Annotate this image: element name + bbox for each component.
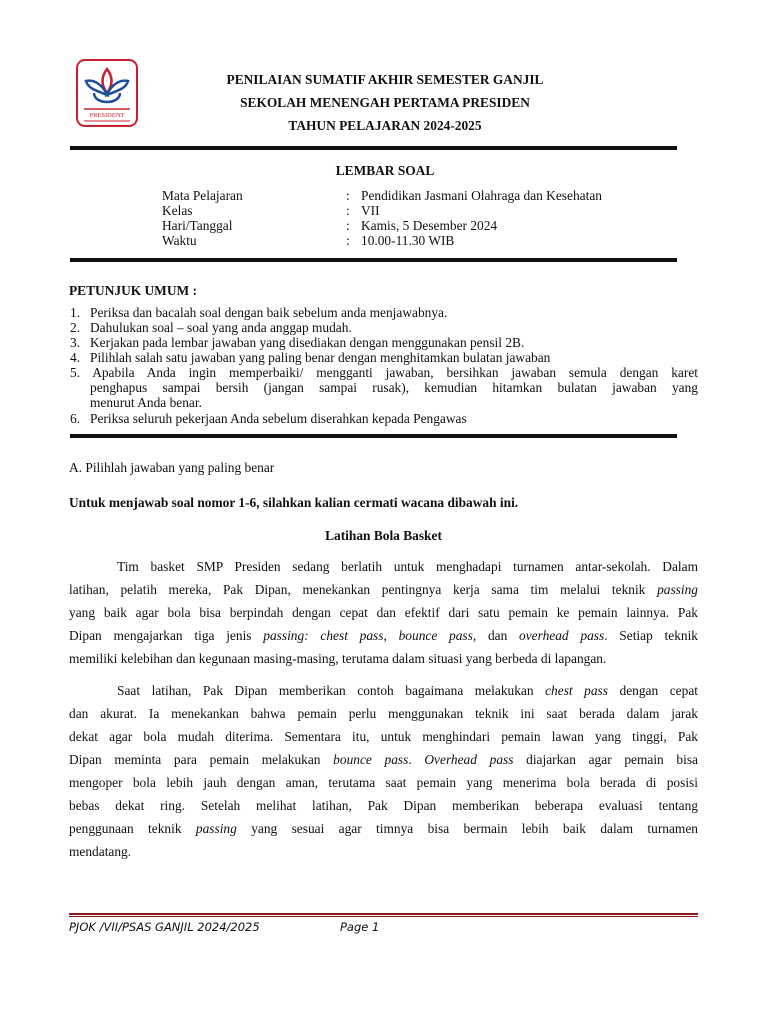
paragraph-line: dan akurat. Ia menekankan bahwa pemain perlu menggunakan teknik ini saat berada dalam jarak — [69, 706, 698, 721]
instruction-item-cont: menurut Anda benar. — [90, 395, 202, 410]
footer-page-number: Page 1 — [340, 920, 380, 934]
paragraph-line: yang baik agar bola bisa berpindah dengan cepat dan efektif dari satu pemain ke pemain lainnya. Pak — [69, 605, 698, 620]
school-logo — [76, 59, 138, 127]
info-row-class: Kelas : VII — [162, 203, 380, 218]
info-divider — [70, 258, 677, 262]
info-row-subject: Mata Pelajaran : Pendidikan Jasmani Olahraga dan Kesehatan — [162, 188, 602, 203]
header-line-2: SEKOLAH MENENGAH PERTAMA PRESIDEN — [240, 95, 530, 110]
paragraph-line: bebas dekat ring. Setelah melihat latihan, Pak Dipan memberikan beberapa evaluasi tentang — [69, 798, 698, 813]
header-divider — [70, 146, 677, 150]
paragraph-line: dekat agar bola mudah diterima. Sementara itu, untuk menghindari pemain lawan yang tinggi, Pak — [69, 729, 698, 744]
info-row-time: Waktu : 10.00-11.30 WIB — [162, 233, 455, 248]
paragraph-line: latihan, pelatih mereka, Pak Dipan, menekankan pentingnya kerja sama tim melalui teknik passing — [69, 582, 698, 597]
reading-instruction: Untuk menjawab soal nomor 1-6, silahkan kalian cermati wacana dibawah ini. — [69, 495, 519, 510]
paragraph-line: Tim basket SMP Presiden sedang berlatih untuk menghadapi turnamen antar-sekolah. Dalam — [117, 559, 698, 574]
footer-divider-thin — [69, 916, 698, 917]
instruction-item: 4. Pilihlah salah satu jawaban yang paling benar dengan menghitamkan bulatan jawaban — [70, 350, 551, 365]
svg-text:PRESIDENT: PRESIDENT — [89, 112, 125, 119]
paragraph-line: penggunaan teknik passing yang sesuai agar timnya bisa bermain lebih baik dalam turnamen — [69, 821, 698, 836]
instruction-item: 3. Kerjakan pada lembar jawaban yang disediakan dengan menggunakan pensil 2B. — [70, 335, 525, 350]
header-line-3: TAHUN PELAJARAN 2024-2025 — [288, 118, 482, 133]
info-row-date: Hari/Tanggal : Kamis, 5 Desember 2024 — [162, 218, 498, 233]
instructions-divider — [70, 434, 677, 438]
instructions-title: PETUNJUK UMUM : — [69, 283, 197, 298]
instruction-item: 5. Apabila Anda ingin memperbaiki/ mengganti jawaban, bersihkan jawaban semula dengan karet — [70, 365, 698, 380]
exam-info — [162, 188, 682, 250]
instruction-item: 2. Dahulukan soal – soal yang anda anggap mudah. — [70, 320, 352, 335]
paragraph-line: memiliki kelebihan dan kegunaan masing-masing, terutama dalam situasi yang berbeda di lapangan. — [69, 651, 607, 666]
paragraph-line: mengoper bola lebih jauh dengan aman, terutama saat pemain yang menerima bola berada di posisi — [69, 775, 698, 790]
header-line-1: PENILAIAN SUMATIF AKHIR SEMESTER GANJIL — [226, 72, 544, 87]
paragraph-line: mendatang. — [69, 844, 132, 859]
section-heading: A. Pilihlah jawaban yang paling benar — [69, 460, 275, 475]
paragraph-line: Dipan meminta para pemain melakukan bounce pass. Overhead pass diajarkan agar pemain bisa — [69, 752, 698, 767]
instruction-item-cont: penghapus sampai bersih (jangan sampai rusak), kemudian hitamkan bulatan jawaban yang — [90, 380, 698, 395]
footer-course-code: PJOK /VII/PSAS GANJIL 2024/2025 — [69, 920, 260, 934]
reading-title: Latihan Bola Basket — [325, 528, 442, 543]
page-title: LEMBAR SOAL — [335, 163, 435, 178]
paragraph-line: Dipan mengajarkan tiga jenis passing: chest pass, bounce pass, dan overhead pass. Setiap teknik — [69, 628, 698, 643]
instruction-item: 1. Periksa dan bacalah soal dengan baik sebelum anda menjawabnya. — [70, 305, 448, 320]
instruction-item: 6. Periksa seluruh pekerjaan Anda sebelum diserahkan kepada Pengawas — [70, 411, 467, 426]
footer-divider — [69, 913, 698, 915]
paragraph-line: Saat latihan, Pak Dipan memberikan contoh bagaimana melakukan chest pass dengan cepat — [117, 683, 698, 698]
